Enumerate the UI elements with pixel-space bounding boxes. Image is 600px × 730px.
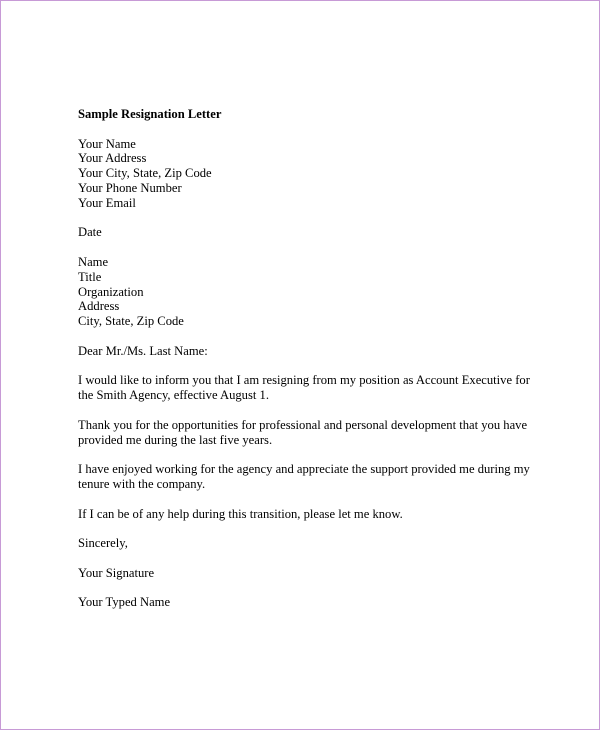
sender-address-block <box>78 137 548 211</box>
recipient-city-state-zip: City, State, Zip Code <box>78 314 184 329</box>
sender-name: Your Name <box>78 136 136 151</box>
body-paragraph-4 <box>78 507 548 522</box>
body-paragraph-3 <box>78 462 548 492</box>
letter-body <box>78 107 548 625</box>
letter-title: Sample Resignation Letter <box>78 107 222 121</box>
sender-address: Your Address <box>78 151 147 166</box>
paragraph-line: tenure with the company. <box>78 476 206 491</box>
signature: Your Signature <box>78 565 155 580</box>
recipient-address: Address <box>78 299 120 314</box>
recipient-name: Name <box>78 254 109 269</box>
recipient-organization: Organization <box>78 284 144 299</box>
sender-city-state-zip: Your City, State, Zip Code <box>78 166 212 181</box>
paragraph-line: Thank you for the opportunities for professional and personal development that you have <box>78 417 528 432</box>
paragraph-line: the Smith Agency, effective August 1. <box>78 388 269 403</box>
paragraph-line: If I can be of any help during this transition, please let me know. <box>78 506 403 521</box>
paragraph-line: provided me during the last five years. <box>78 432 273 447</box>
salutation: Dear Mr./Ms. Last Name: <box>78 343 208 358</box>
typed-name: Your Typed Name <box>78 595 171 610</box>
body-paragraph-1 <box>78 373 548 403</box>
paragraph-line: I would like to inform you that I am resigning from my position as Account Executive for <box>78 373 530 388</box>
recipient-address-block <box>78 255 548 329</box>
letter-date: Date <box>78 225 102 240</box>
recipient-title: Title <box>78 269 102 284</box>
closing: Sincerely, <box>78 536 128 551</box>
body-paragraph-2 <box>78 418 548 448</box>
sender-email: Your Email <box>78 195 136 210</box>
sender-phone: Your Phone Number <box>78 180 182 195</box>
paragraph-line: I have enjoyed working for the agency and appreciate the support provided me during my <box>78 462 530 477</box>
